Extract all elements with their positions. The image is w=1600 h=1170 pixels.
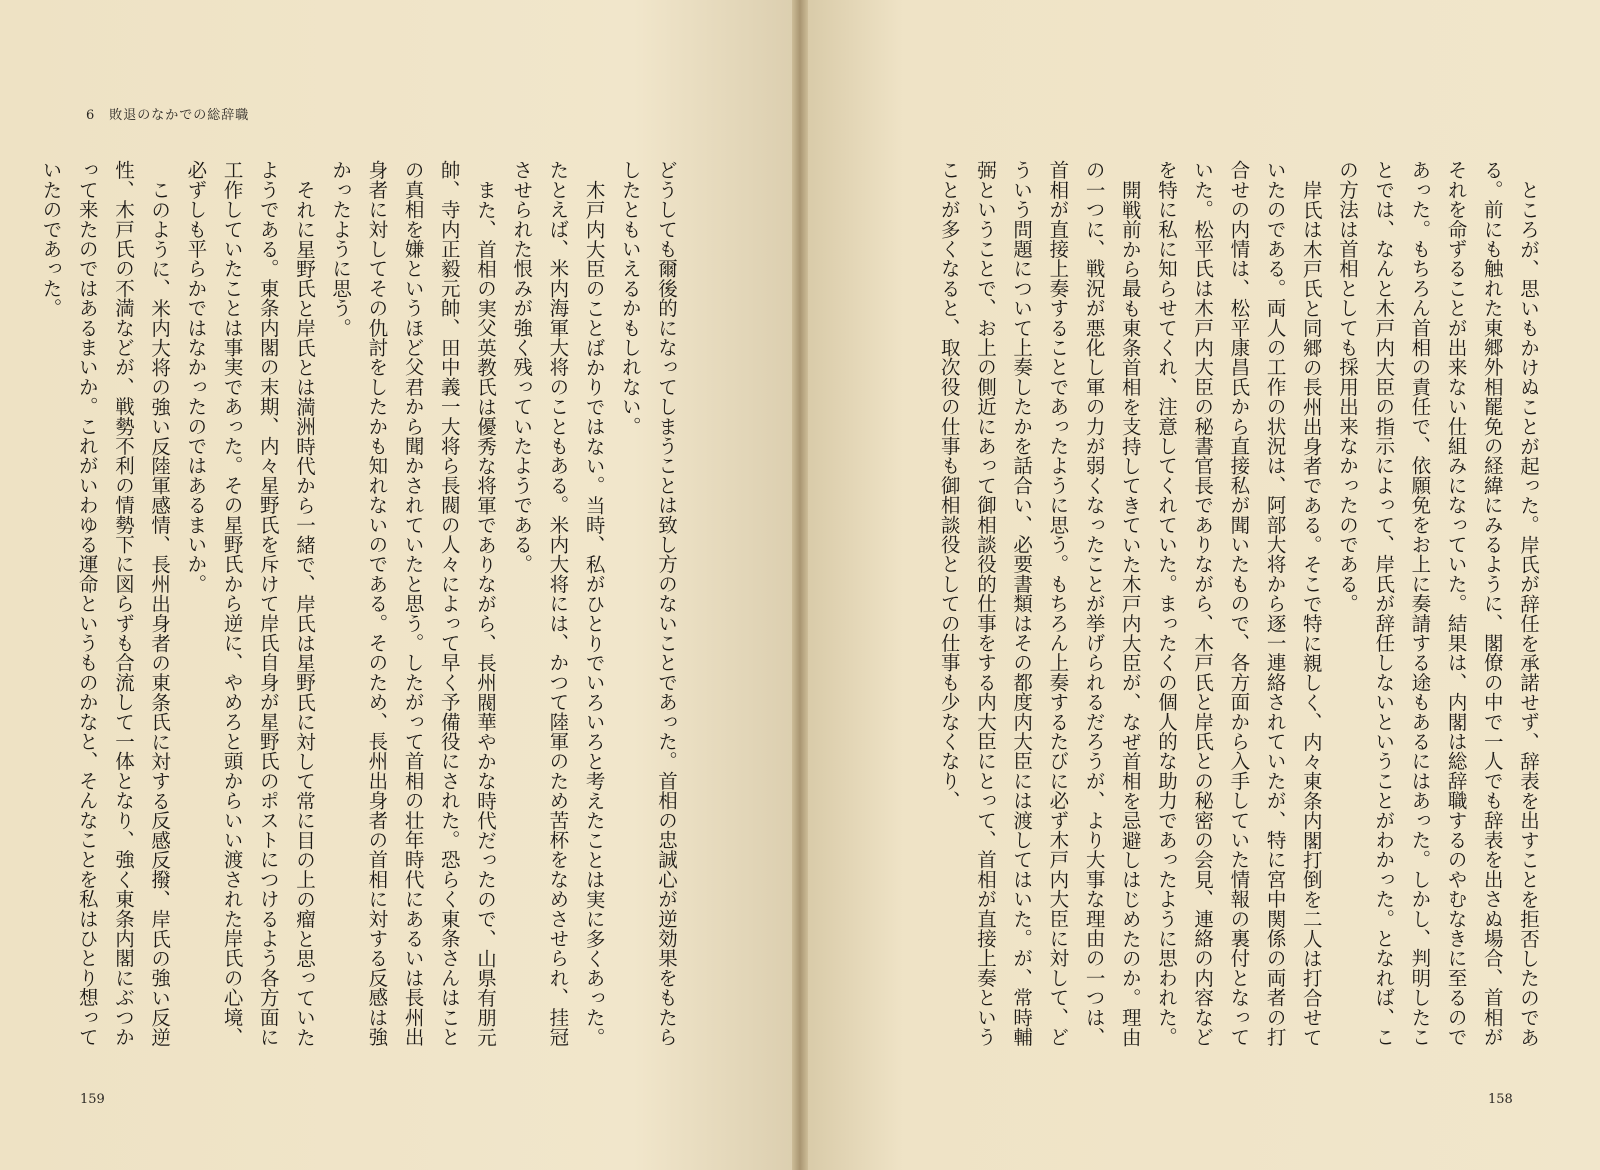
paragraph: 岸氏は木戸氏と同郷の長州出身者である。そこで特に親しく、内々東条内閣打倒を二人は打合せていたのである。両人の工作の状況は、阿部大将から逐一連絡されていたが、特に宮中関係の両者の打合せの内情は、松平康昌氏から直接私が聞いたもので、各方面から入手していた情報の裏付となっていた。松平氏は木戸内大臣の秘書官長でありながら、木戸氏と岸氏との秘密の会見、連絡の内容などを特に私に知らせてくれ、注意してくれていた。まったくの個人的な助力であったように思われた。 [1154, 160, 1323, 1047]
left-page-body [39, 160, 684, 1060]
running-head: 6 敗退のなかでの総辞職 [86, 108, 250, 123]
page-number: 159 [80, 1092, 105, 1107]
book-gutter [792, 0, 808, 1170]
paragraph: それに星野氏と岸氏とは満洲時代から一緒で、岸氏は星野氏に対して常に目の上の瘤と思っていたようである。東条内閣の末期、内々星野氏を斥けて岸氏自身が星野氏のポストにつけるよう各方面に工作していたことは事実であった。その星野氏から逆に、やめろと頭からいい渡された岸氏の心境、必ずしも平らかではなかったのではあるまいか。 [184, 160, 316, 1047]
paragraph: 開戦前から最も東条首相を支持してきていた木戸内大臣が、なぜ首相を忌避しはじめたのか。理由の一つに、戦況が悪化し軍の力が弱くなったことが挙げられるだろうが、より大事な理由の一つは、首相が直接上奏することであったように思う。もちろん上奏するたびに必ず木戸内大臣に対して、どういう問題について上奏したかを話合い、必要書類はその都度内大臣には渡してはいた。が、常時輔弼ということで、お上の側近にあって御相談役的仕事をする内大臣にとって、首相が直接上奏ということが多くなると、取次役の仕事も御相談役としての仕事も少なくなり、 [937, 160, 1142, 1047]
right-page-body [896, 160, 1546, 1060]
page-number: 158 [1488, 1092, 1513, 1107]
right-page [808, 0, 1600, 1170]
left-page [0, 0, 792, 1170]
paragraph: ところが、思いもかけぬことが起った。岸氏が辞任を承諾せず、辞表を出すことを拒否したのである。前にも触れた東郷外相罷免の経緯にみるように、閣僚の中で一人でも辞表を出さぬ場合、首相がそれを命ずることが出来ない仕組みになっていた。結果は、内閣は総辞職するのやむなきに至るのであった。もちろん首相の責任で、依願免をお上に奏請する途もあるにはあった。しかし、判明したことでは、なんと木戸内大臣の指示によって、岸氏が辞任しないということがわかった。となれば、この方法は首相としても採用出来なかったのである。 [1335, 160, 1540, 1047]
paragraph: また、首相の実父英教氏は優秀な将軍でありながら、長州閥華やかな時代だったので、山県有朋元帥、寺内正毅元帥、田中義一大将ら長閥の人々によって早く予備役にされた。恐らく東条さんはことの真相を嫌というほど父君から聞かされていたと思う。したがって首相の壮年時代にあるいは長州出身者に対してその仇討をしたかも知れないのである。そのため、長州出身者の首相に対する反感は強かったように思う。 [329, 160, 497, 1047]
paragraph: どうしても爾後的になってしまうことは致し方のないことであった。首相の忠誠心が逆効果をもたらしたともいえるかもしれない。 [618, 160, 678, 1047]
paragraph: このように、米内大将の強い反陸軍感情、長州出身者の東条氏に対する反感反撥、岸氏の強い反逆性、木戸氏の不満などが、戦勢不利の情勢下に図らずも合流して一体となり、強く東条内閣にぶつかって来たのではあるまいか。これがいわゆる運命というものかなと、そんなことを私はひとり想っていたのであった。 [39, 160, 172, 1047]
paragraph: 木戸内大臣のことばかりではない。当時、私がひとりでいろいろと考えたことは実に多くあった。たとえば、米内海軍大将のこともある。米内大将には、かつて陸軍のため苦杯をなめさせられ、挂冠させられた恨みが強く残っていたようである。 [510, 160, 606, 1047]
